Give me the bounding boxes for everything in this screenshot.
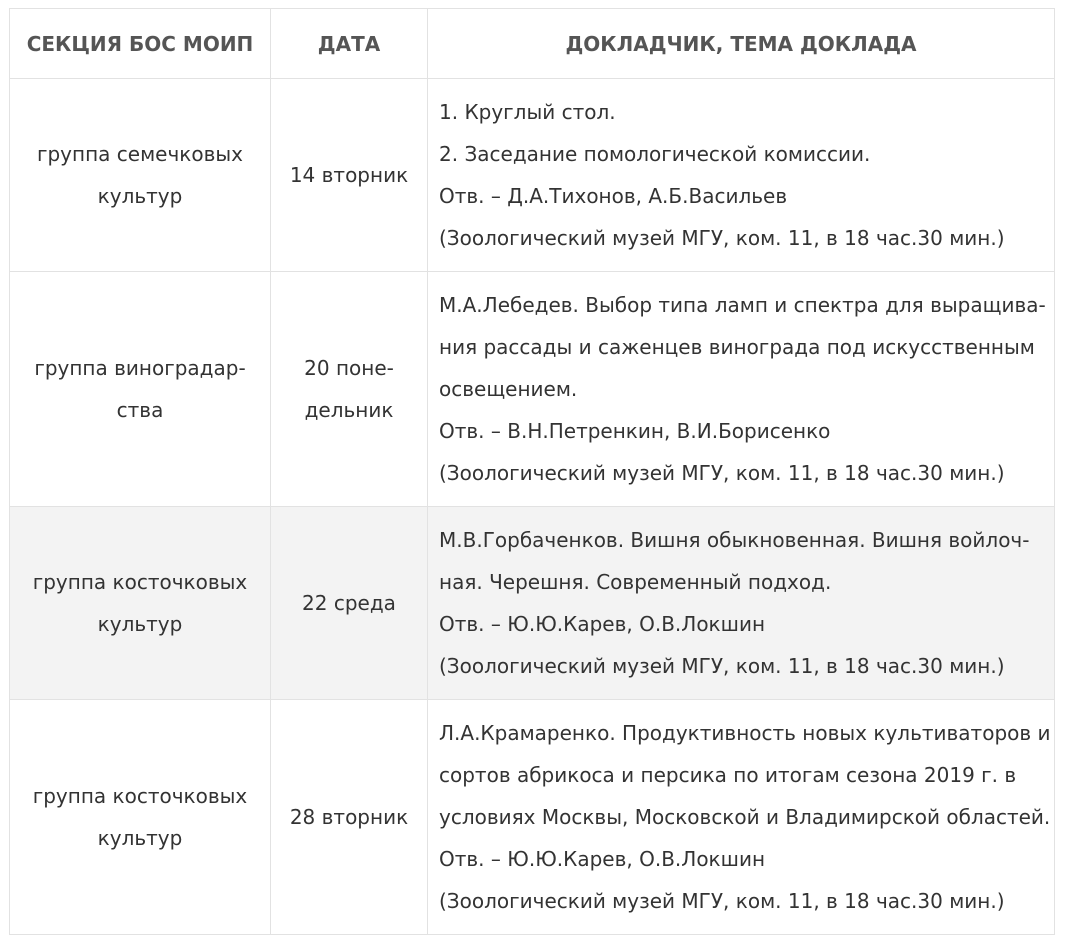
- section-line: группа семечковых: [36, 142, 244, 166]
- section-line: культур: [97, 826, 183, 850]
- topic-line: Л.А.Крамаренко. Продуктивность новых культиваторов и: [439, 721, 1051, 745]
- section-cell: [10, 272, 271, 507]
- section-line: культур: [97, 184, 183, 208]
- header-date: ДАТА: [271, 9, 428, 79]
- topic-line: Отв. – Ю.Ю.Карев, О.В.Локшин: [439, 847, 766, 871]
- date-line: 22 среда: [302, 591, 396, 615]
- topic-cell: [428, 79, 1055, 272]
- date-line: 20 поне-: [304, 356, 394, 380]
- header-row: [10, 9, 1055, 79]
- section-line: культур: [97, 612, 183, 636]
- header-section: СЕКЦИЯ БОС МОИП: [10, 9, 271, 79]
- header-speaker-topic: ДОКЛАДЧИК, ТЕМА ДОКЛАДА: [428, 9, 1055, 79]
- schedule-table: [9, 8, 1055, 935]
- topic-line: Отв. – Д.А.Тихонов, А.Б.Васильев: [439, 184, 788, 208]
- section-line: ства: [116, 398, 164, 422]
- topic-line: (Зоологический музей МГУ, ком. 11, в 18 час.30 мин.): [439, 889, 1005, 913]
- date-line: 14 вторник: [289, 163, 409, 187]
- topic-line: сортов абрикоса и персика по итогам сезона 2019 г. в: [439, 763, 1017, 787]
- topic-line: 1. Круглый стол.: [439, 100, 616, 124]
- date-line: дельник: [304, 398, 394, 422]
- section-line: группа косточковых: [32, 784, 248, 808]
- topic-line: 2. Заседание помологической комиссии.: [439, 142, 871, 166]
- section-cell: [10, 507, 271, 700]
- topic-line: (Зоологический музей МГУ, ком. 11, в 18 час.30 мин.): [439, 461, 1005, 485]
- table-body: [10, 79, 1055, 935]
- schedule-table-wrapper: [9, 8, 1055, 935]
- section-line: группа виноградар-: [34, 356, 246, 380]
- topic-line: (Зоологический музей МГУ, ком. 11, в 18 час.30 мин.): [439, 654, 1005, 678]
- date-cell: [271, 272, 428, 507]
- date-line: 28 вторник: [289, 805, 409, 829]
- topic-line: М.В.Горбаченков. Вишня обыкновенная. Вишня войлоч-: [439, 528, 1030, 552]
- table-row: [10, 272, 1055, 507]
- topic-line: условиях Москвы, Московской и Владимирской областей.: [439, 805, 1051, 829]
- topic-line: освещением.: [439, 377, 578, 401]
- section-line: группа косточковых: [32, 570, 248, 594]
- topic-line: (Зоологический музей МГУ, ком. 11, в 18 час.30 мин.): [439, 226, 1005, 250]
- topic-cell: [428, 272, 1055, 507]
- topic-line: Отв. – Ю.Ю.Карев, О.В.Локшин: [439, 612, 766, 636]
- topic-line: ная. Черешня. Современный подход.: [439, 570, 832, 594]
- topic-line: Отв. – В.Н.Петренкин, В.И.Борисенко: [439, 419, 831, 443]
- date-cell: [271, 507, 428, 700]
- table-row: [10, 79, 1055, 272]
- section-cell: [10, 79, 271, 272]
- date-cell: [271, 79, 428, 272]
- table-header: [10, 9, 1055, 79]
- date-cell: [271, 700, 428, 935]
- topic-line: ния рассады и саженцев винограда под искусственным: [439, 335, 1035, 359]
- topic-line: М.А.Лебедев. Выбор типа ламп и спектра для выращива-: [439, 293, 1046, 317]
- section-cell: [10, 700, 271, 935]
- table-row: [10, 507, 1055, 700]
- topic-cell: [428, 507, 1055, 700]
- topic-cell: [428, 700, 1055, 935]
- table-row: [10, 700, 1055, 935]
